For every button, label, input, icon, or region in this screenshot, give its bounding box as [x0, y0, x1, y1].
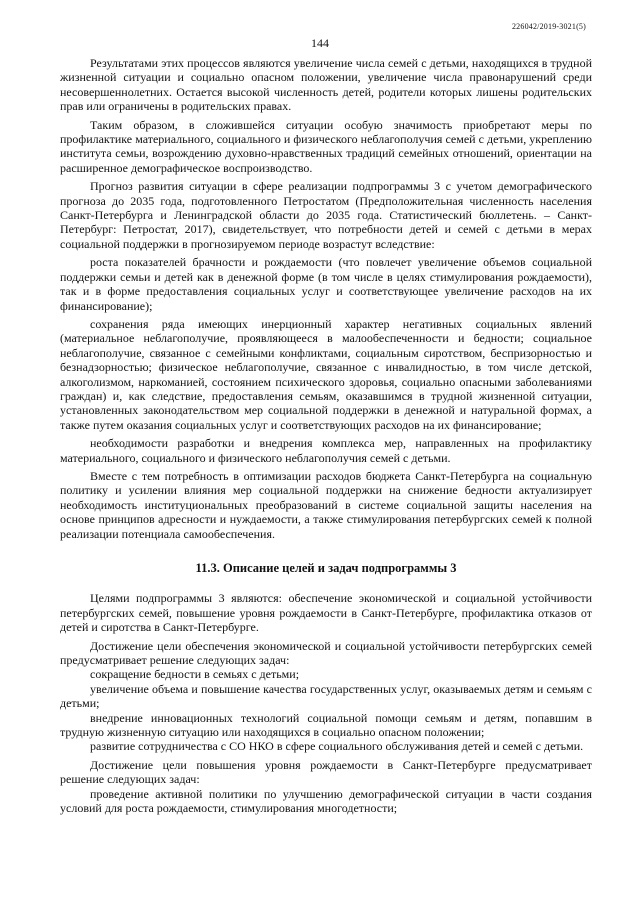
paragraph: Достижение цели обеспечения экономической и социальной устойчивости петербургских семей предусматривает решение следующих задач:: [60, 638, 592, 668]
page-body: [60, 56, 592, 816]
paragraph: Прогноз развития ситуации в сфере реализации подпрограммы 3 с учетом демографического прогноза до 2035 года, подготовленного Петростатом (Предположительная численность населения Санкт-Петербурга и Ленинградской области до 2035 года. Статистический бюллетень. – Санкт-Петербург: Петростат, 2017), свидетельствует, что потребности детей и семей с детьми в мерах социальной поддержки в прогнозируемом периоде возрастут вследствие:: [60, 179, 592, 251]
section-heading: 11.3. Описание целей и задач подпрограммы 3: [195, 561, 457, 575]
list-item: увеличение объема и повышение качества государственных услуг, оказываемых детям и семьям с детьми;: [60, 681, 592, 711]
paragraph: Достижение цели повышения уровня рождаемости в Санкт-Петербурге предусматривает решение следующих задач:: [60, 757, 592, 787]
document-id: 226042/2019-3021(5): [511, 22, 586, 31]
list-item: сокращение бедности в семьях с детьми;: [90, 667, 300, 682]
paragraph: Таким образом, в сложившейся ситуации особую значимость приобретают меры по профилактике материального, социального и физического неблагополучия семей с детьми, укреплению института семьи, возрождению духовно-нравственных традиций семейных отношений, ориентации на расширенное демографическое воспроизводство.: [60, 117, 592, 175]
paragraph: Вместе с тем потребность в оптимизации расходов бюджета Санкт-Петербурга на социальную политику и усилении влияния мер социальной поддержки на снижение бедности актуализирует необходимость институциональных преобразований в системе социальной защиты населения на основе принципов адресности и нуждаемости, а также стимулирования петербургских семей к полной реализации потенциала самообеспечения.: [60, 468, 592, 541]
list-item: роста показателей брачности и рождаемости (что повлечет увеличение объемов социальной поддержки семьи и детей как в денежной форме (в том числе в целях стимулирования рождаемости), так и в форме предоставления социальных услуг и соответствующее увеличение расходов на их финансирование);: [60, 255, 592, 313]
list-item: сохранения ряда имеющих инерционный характер негативных социальных явлений (материальное неблагополучие, проявляющееся в малообеспеченности и бедности; социальное неблагополучие, связанное с семейными конфликтами, социальным сиротством, беспризорностью и безнадзорностью; физическое неблагополучие, связанное с инвалидностью, в том числе детской, алкоголизмом, наркоманией, состоянием психического здоровья, социально опасными заболеваниями граждан) и, как следствие, предоставления семьям, оказавшимся в трудной жизненной ситуации, установленных законодательством мер социальной поддержки в денежной и натуральной формах, а также путем оказания социальных услуг и соответствующих расходов на их финансирование;: [60, 316, 592, 432]
list-item: внедрение инновационных технологий социальной помощи семьям и детям, попавшим в трудную жизненную ситуацию или находящихся в социально опасном положении;: [60, 710, 592, 740]
list-item: развитие сотрудничества с СО НКО в сфере социального обслуживания детей и семей с детьми.: [90, 739, 584, 754]
paragraph: Целями подпрограммы 3 являются: обеспечение экономической и социальной устойчивости петербургских семей, повышение уровня рождаемости в Санкт-Петербурге, профилактика отказов от детей и сиротства в Санкт-Петербурге.: [60, 591, 592, 635]
page-number: 144: [311, 36, 329, 50]
paragraph: Результатами этих процессов являются увеличение числа семей с детьми, находящихся в трудной жизненной ситуации и социально опасном положении, увеличение числа правонарушений среди несовершеннолетних. Остается высокой численность детей, родители которых лишены родительских прав или ограничены в родительских правах.: [60, 56, 592, 114]
list-item: проведение активной политики по улучшению демографической ситуации в части создания условий для роста рождаемости, стимулирования многодетности;: [60, 786, 592, 816]
list-item: необходимости разработки и внедрения комплекса мер, направленных на профилактику материального, социального и физического неблагополучия семей с детьми.: [60, 436, 592, 465]
